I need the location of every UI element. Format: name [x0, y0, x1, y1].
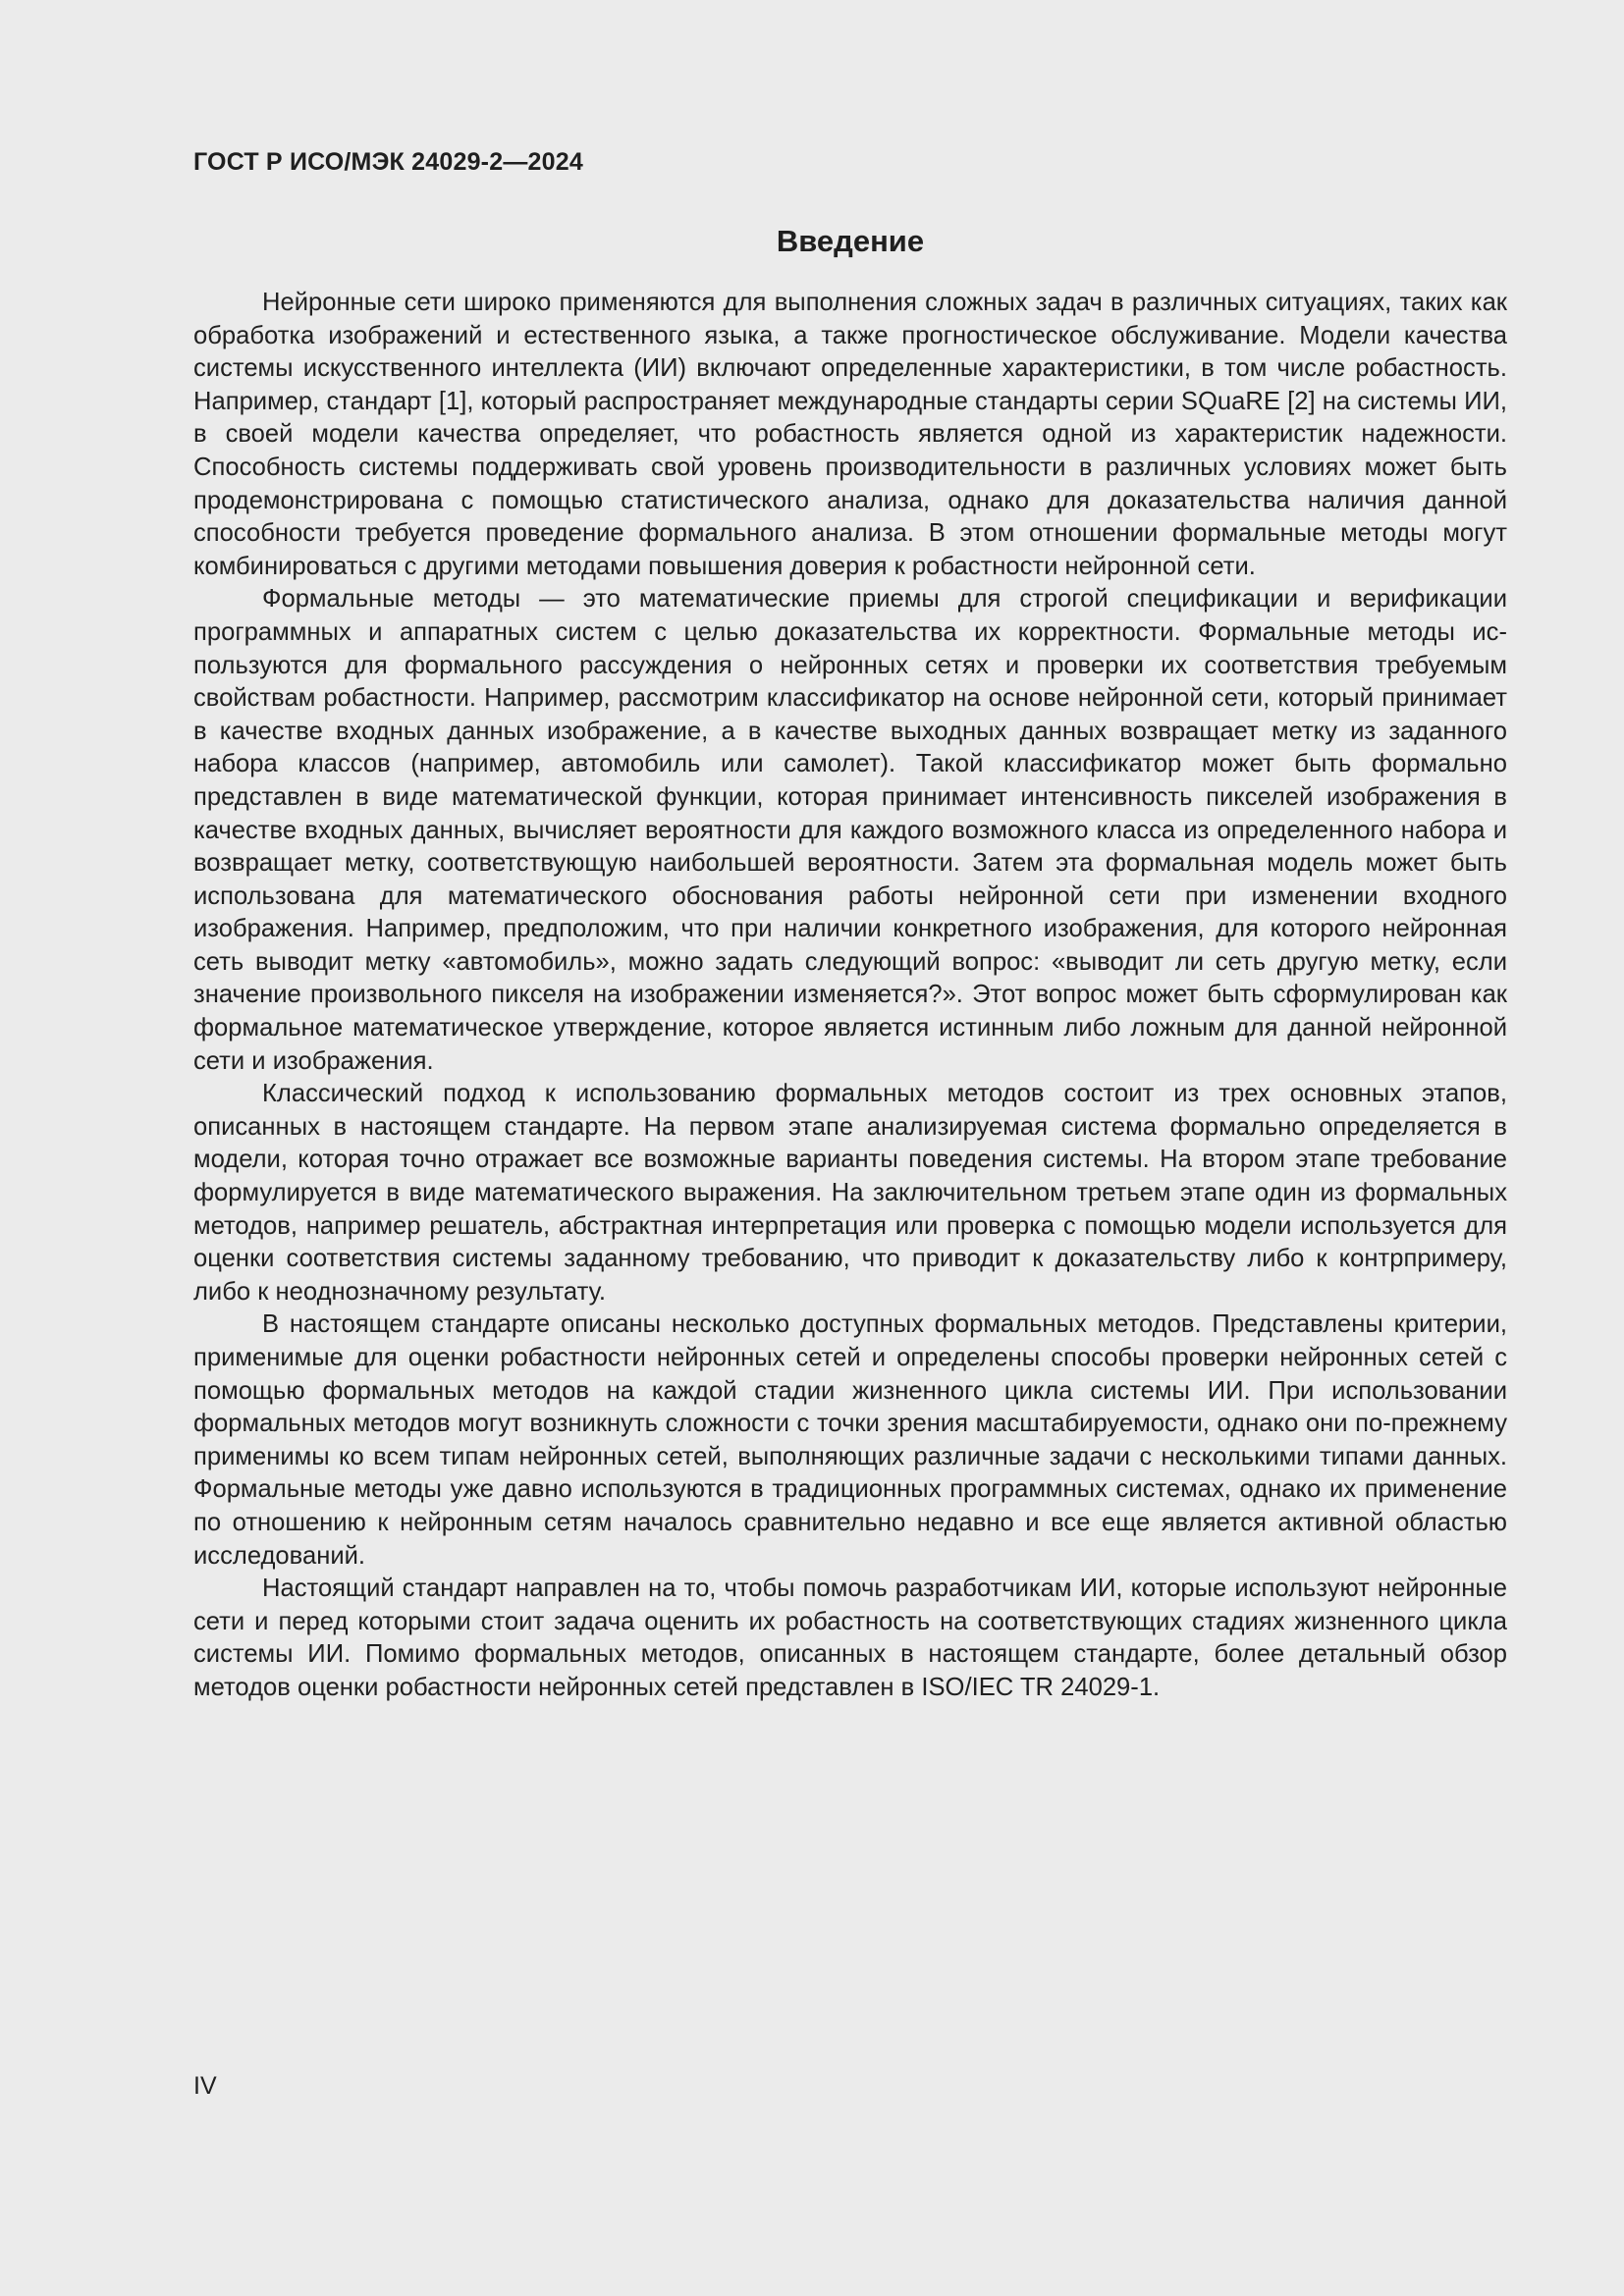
paragraph: Формальные методы — это математические приемы для строгой спецификации и верификации программных и аппаратных систем с целью доказательства их корректности. Формальные методы используются для формального рассуждения о нейронных сетях и проверки их соответствия требуемым свойствам робастности. Например, рассмотрим классификатор на основе нейронной сети, который принимает в качестве входных данных изображение, а в качестве выходных данных возвращает метку из заданного набора классов (например, автомобиль или самолет). Такой классификатор может быть формально представлен в виде математической функции, которая принимает интенсивность пикселей изображения в качестве входных данных, вычисляет вероятности для каждого возможного класса из определенного набора и возвращает метку, соответствующую наибольшей вероятности. Затем эта формальная модель может быть использована для математического обоснования работы нейронной сети при изменении входного изображения. Например, предположим, что при наличии конкретного изображения, для которого нейронная сеть выводит метку «автомобиль», можно задать следующий вопрос: «выводит ли сеть другую метку, если значение произвольного пикселя на изображении изменяется?». Этот вопрос может быть сформулирован как формальное математическое утверждение, которое является истинным либо ложным для данной нейронной сети и изображения. [193, 585, 1507, 1075]
paragraph: Настоящий стандарт направлен на то, чтобы помочь разработчикам ИИ, которые используют нейронные сети и перед которыми стоит задача оценить их робастность на соответствующих стадиях жизненного цикла системы ИИ. Помимо формальных методов, описанных в настоящем стандарте, более детальный обзор методов оценки робастности нейронных сетей представлен в ISO/IEC TR 24029-1. [193, 1575, 1507, 1701]
paragraph: Нейронные сети широко применяются для выполнения сложных задач в различных ситуациях, таких как обработка изображений и естественного языка, а также прогностическое обслуживание. Модели качества системы искусственного интеллекта (ИИ) включают определенные характеристики, в том числе робастность. Например, стандарт [1], который распространяет международные стандарты серии SQuaRE [2] на системы ИИ, в своей модели качества определяет, что робастность является одной из характеристик надежности. Способность системы поддерживать свой уровень производительности в различных условиях может быть продемонстрирована с помощью статистического анализа, однако для доказательства наличия данной способности требуется проведение формального анализа. В этом отношении формальные методы могут комбинироваться с другими методами повышения доверия к робастности нейронной сети. [193, 289, 1507, 580]
section-title: Введение [776, 224, 925, 258]
document-code-header: ГОСТ Р ИСО/МЭК 24029-2—2024 [193, 148, 583, 176]
paragraph: Классический подход к использованию формальных методов состоит из трех основных этапов, описанных в настоящем стандарте. На первом этапе анализируемая система формально определяется в модели, которая точно отражает все возможные варианты поведения системы. На втором этапе требование формулируется в виде математического выражения. На заключительном третьем этапе один из формальных методов, например решатель, абстрактная интерпретация или проверка с помощью модели используется для оценки соответствия системы заданному требованию, что приводит к доказательству либо к контрпримеру, либо к неоднозначному результату. [193, 1080, 1507, 1306]
page-number: IV [193, 2072, 217, 2100]
paragraph: В настоящем стандарте описаны несколько доступных формальных методов. Представлены критерии, применимые для оценки робастности нейронных сетей и определены способы проверки нейронных сетей с помощью формальных методов на каждой стадии жизненного цикла системы ИИ. При использовании формальных методов могут возникнуть сложности с точки зрения масштабируемости, однако они по-прежнему применимы ко всем типам нейронных сетей, выполняющих различные задачи с несколькими типами данных. Формальные методы уже давно используются в традиционных программных системах, однако их применение по отношению к нейронным сетям началось сравнительно недавно и все еще является активной областью исследований. [193, 1310, 1507, 1570]
body-text [193, 287, 1507, 1705]
